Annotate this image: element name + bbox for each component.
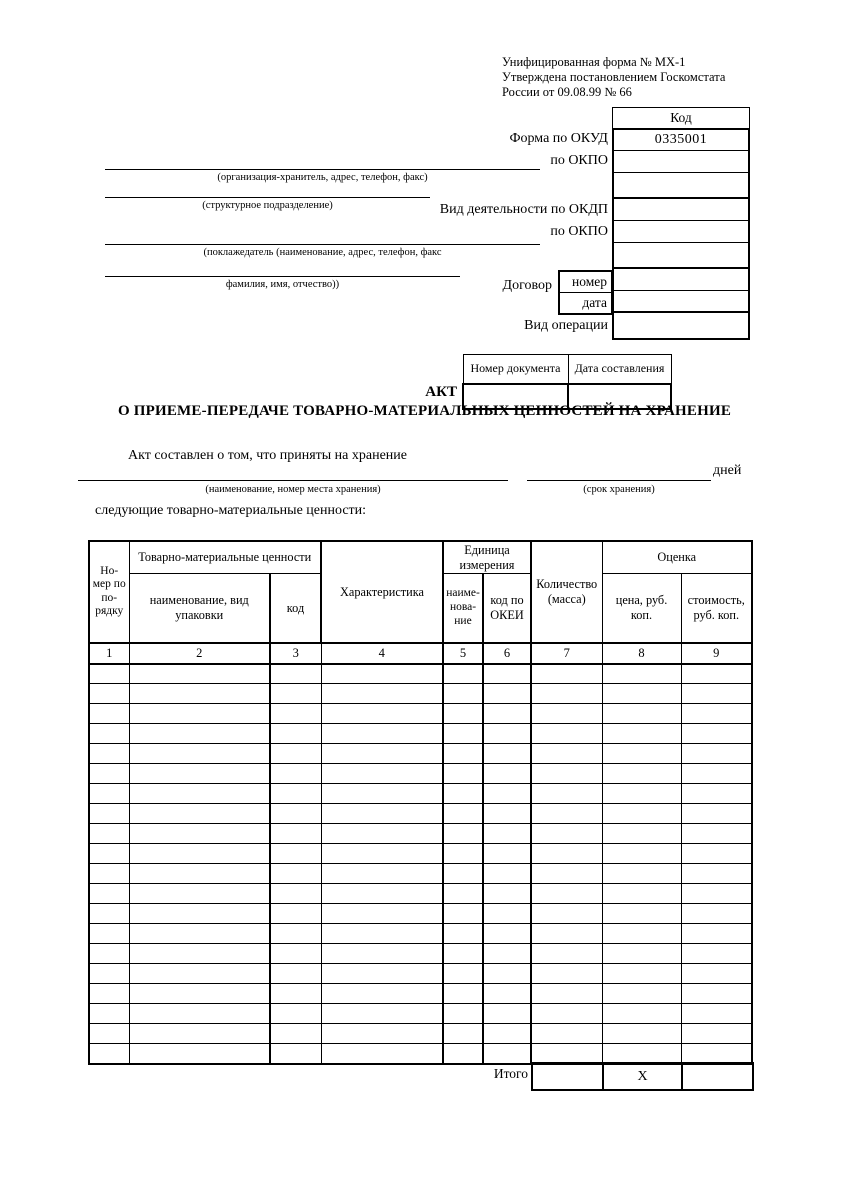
goods-cell <box>443 664 483 684</box>
goods-cell <box>483 884 531 904</box>
goods-cell <box>602 824 681 844</box>
goods-cell <box>443 784 483 804</box>
total-quantity-cell <box>532 1063 603 1090</box>
goods-cell <box>602 704 681 724</box>
goods-cell <box>681 1044 752 1064</box>
goods-cell <box>270 664 321 684</box>
goods-table-row <box>89 824 752 844</box>
goods-cell <box>531 824 602 844</box>
goods-cell <box>270 1004 321 1024</box>
goods-cell <box>483 684 531 704</box>
caption-depositor: (поклажедатель (наименование, адрес, телефон, факс <box>203 247 442 258</box>
goods-table-row <box>89 884 752 904</box>
total-row <box>531 1062 754 1091</box>
code-box-4 <box>614 199 748 221</box>
goods-cell <box>483 664 531 684</box>
goods-cell <box>602 764 681 784</box>
header-row-number: Но-мер по по-рядку <box>89 541 129 643</box>
goods-cell <box>129 844 270 864</box>
goods-cell <box>129 744 270 764</box>
goods-table-row <box>89 1024 752 1044</box>
goods-cell <box>129 824 270 844</box>
code-box-8 <box>614 291 748 313</box>
goods-cell <box>531 804 602 824</box>
goods-cell <box>443 984 483 1004</box>
goods-cell <box>89 884 129 904</box>
goods-cell <box>483 1044 531 1064</box>
goods-cell <box>443 904 483 924</box>
goods-cell <box>270 724 321 744</box>
goods-cell <box>129 944 270 964</box>
code-box-2 <box>614 151 748 173</box>
goods-cell <box>270 984 321 1004</box>
goods-cell <box>270 684 321 704</box>
goods-cell <box>321 984 443 1004</box>
goods-table-row <box>89 844 752 864</box>
code-column <box>612 128 750 340</box>
goods-cell <box>681 944 752 964</box>
header-characteristic: Характеристика <box>321 541 443 643</box>
dogovor-label: Договор <box>502 278 552 293</box>
goods-cell <box>89 964 129 984</box>
goods-cell <box>531 884 602 904</box>
dogovor-data-label: дата <box>582 295 607 310</box>
goods-cell <box>321 884 443 904</box>
goods-cell <box>321 864 443 884</box>
vid-operacii-label: Вид операции <box>524 318 608 333</box>
goods-cell <box>483 924 531 944</box>
goods-cell <box>270 764 321 784</box>
okud-label: Форма по ОКУД <box>509 131 608 146</box>
goods-cell <box>129 924 270 944</box>
goods-cell <box>681 664 752 684</box>
goods-cell <box>681 844 752 864</box>
goods-cell <box>531 1004 602 1024</box>
goods-cell <box>602 844 681 864</box>
goods-cell <box>270 964 321 984</box>
goods-cell <box>443 884 483 904</box>
goods-cell <box>129 764 270 784</box>
goods-cell <box>531 1044 602 1064</box>
goods-cell <box>483 724 531 744</box>
goods-cell <box>602 684 681 704</box>
goods-cell <box>321 1044 443 1064</box>
goods-cell <box>602 724 681 744</box>
write-in-line-storage-term <box>527 480 711 481</box>
goods-cell <box>531 664 602 684</box>
goods-cell <box>483 764 531 784</box>
goods-cell <box>89 784 129 804</box>
goods-cell <box>443 724 483 744</box>
header-group-unit: Единица измерения <box>443 541 531 574</box>
goods-cell <box>681 964 752 984</box>
goods-cell <box>129 1044 270 1064</box>
goods-cell <box>531 964 602 984</box>
goods-cell <box>270 1024 321 1044</box>
goods-cell <box>89 1044 129 1064</box>
goods-table-row <box>89 1004 752 1024</box>
goods-cell <box>129 904 270 924</box>
goods-cell <box>443 824 483 844</box>
write-in-line-depositor <box>105 244 540 245</box>
goods-cell <box>602 944 681 964</box>
goods-cell <box>443 1044 483 1064</box>
goods-cell <box>270 864 321 884</box>
goods-cell <box>270 884 321 904</box>
goods-cell <box>270 1044 321 1064</box>
goods-cell <box>483 744 531 764</box>
goods-cell <box>483 824 531 844</box>
goods-cell <box>89 984 129 1004</box>
goods-cell <box>89 864 129 884</box>
goods-cell <box>443 964 483 984</box>
goods-cell <box>602 1024 681 1044</box>
goods-cell <box>270 944 321 964</box>
goods-cell <box>483 704 531 724</box>
goods-cell <box>483 784 531 804</box>
okpo-label-2: по ОКПО <box>550 224 608 239</box>
goods-cell <box>483 904 531 924</box>
column-number-4: 4 <box>321 643 443 664</box>
goods-cell <box>89 1024 129 1044</box>
header-group-valuation: Оценка <box>602 541 752 574</box>
goods-table-row <box>89 904 752 924</box>
write-in-line-person-name <box>105 276 460 277</box>
goods-cell <box>681 864 752 884</box>
total-label: Итого <box>493 1066 528 1081</box>
goods-cell <box>602 664 681 684</box>
goods-cell <box>129 664 270 684</box>
goods-cell <box>270 824 321 844</box>
goods-cell <box>681 764 752 784</box>
goods-cell <box>443 684 483 704</box>
write-in-line-organization <box>105 169 540 170</box>
code-column-header: Код <box>612 107 750 129</box>
goods-cell <box>89 804 129 824</box>
goods-cell <box>602 784 681 804</box>
column-number-3: 3 <box>270 643 321 664</box>
goods-cell <box>321 1024 443 1044</box>
header-sub-unit-name: наиме-нова-ние <box>443 574 483 643</box>
form-reference-line3: России от 09.08.99 № 66 <box>502 85 632 100</box>
goods-cell <box>602 904 681 924</box>
goods-cell <box>483 944 531 964</box>
goods-table-row <box>89 984 752 1004</box>
goods-table-row <box>89 684 752 704</box>
goods-cell <box>89 904 129 924</box>
goods-cell <box>129 724 270 744</box>
goods-table-row <box>89 704 752 724</box>
goods-cell <box>129 864 270 884</box>
goods-cell <box>531 904 602 924</box>
goods-cell <box>681 704 752 724</box>
goods-table <box>88 540 753 1065</box>
goods-cell <box>129 784 270 804</box>
header-sub-unit-code: код по ОКЕИ <box>483 574 531 643</box>
goods-cell <box>681 884 752 904</box>
column-number-6: 6 <box>483 643 531 664</box>
okpo-label-1: по ОКПО <box>550 153 608 168</box>
goods-cell <box>89 664 129 684</box>
column-number-5: 5 <box>443 643 483 664</box>
goods-cell <box>602 924 681 944</box>
header-sub-name: наименование, вид упаковки <box>129 574 270 643</box>
goods-cell <box>129 1024 270 1044</box>
doc-number-header: Номер документа <box>463 355 568 385</box>
goods-cell <box>89 924 129 944</box>
goods-table-row <box>89 1044 752 1064</box>
goods-cell <box>531 724 602 744</box>
caption-storage-place: (наименование, номер места хранения) <box>205 484 381 495</box>
goods-cell <box>321 804 443 824</box>
goods-cell <box>483 1024 531 1044</box>
goods-cell <box>531 944 602 964</box>
goods-cell <box>89 824 129 844</box>
goods-cell <box>321 724 443 744</box>
goods-cell <box>270 904 321 924</box>
akt-label: АКТ <box>425 384 457 400</box>
goods-cell <box>483 804 531 824</box>
column-number-8: 8 <box>602 643 681 664</box>
goods-table-row <box>89 664 752 684</box>
goods-cell <box>602 984 681 1004</box>
caption-subdivision: (структурное подразделение) <box>202 200 333 211</box>
caption-storage-term: (срок хранения) <box>583 484 655 495</box>
goods-cell <box>321 924 443 944</box>
goods-cell <box>321 844 443 864</box>
goods-cell <box>483 984 531 1004</box>
goods-cell <box>443 844 483 864</box>
goods-cell <box>681 1024 752 1044</box>
goods-cell <box>270 844 321 864</box>
goods-cell <box>270 704 321 724</box>
goods-cell <box>531 844 602 864</box>
goods-cell <box>270 804 321 824</box>
form-reference-line1: Унифицированная форма № МХ-1 <box>502 55 686 69</box>
goods-cell <box>129 1004 270 1024</box>
document-title: О ПРИЕМЕ-ПЕРЕДАЧЕ ТОВАРНО-МАТЕРИАЛЬНЫХ ЦЕННОСТЕЙ НА ХРАНЕНИЕ <box>117 403 732 419</box>
goods-cell <box>483 844 531 864</box>
form-reference-line2: Утверждена постановлением Госкомстата <box>502 70 726 85</box>
goods-cell <box>321 964 443 984</box>
goods-cell <box>321 944 443 964</box>
code-box-5 <box>614 221 748 243</box>
column-number-9: 9 <box>681 643 752 664</box>
goods-cell <box>681 684 752 704</box>
write-in-line-subdivision <box>105 197 430 198</box>
goods-cell <box>89 844 129 864</box>
goods-cell <box>321 764 443 784</box>
goods-cell <box>602 964 681 984</box>
goods-cell <box>531 924 602 944</box>
header-sub-cost: стоимость, руб. коп. <box>681 574 752 643</box>
column-number-2: 2 <box>129 643 270 664</box>
goods-cell <box>602 804 681 824</box>
goods-table-row <box>89 784 752 804</box>
goods-cell <box>89 744 129 764</box>
goods-cell <box>602 1004 681 1024</box>
goods-cell <box>443 744 483 764</box>
total-cost-cell <box>682 1063 753 1090</box>
goods-cell <box>89 724 129 744</box>
goods-cell <box>531 684 602 704</box>
goods-cell <box>681 804 752 824</box>
header-quantity: Количество (масса) <box>531 541 602 643</box>
code-box-6 <box>614 243 748 269</box>
goods-cell <box>531 764 602 784</box>
document-number-table <box>462 354 672 410</box>
goods-cell <box>129 964 270 984</box>
dogovor-nomer-label: номер <box>560 272 611 293</box>
goods-cell <box>443 704 483 724</box>
goods-cell <box>129 684 270 704</box>
goods-cell <box>443 924 483 944</box>
goods-cell <box>483 864 531 884</box>
header-sub-price: цена, руб. коп. <box>602 574 681 643</box>
goods-cell <box>681 924 752 944</box>
goods-cell <box>321 784 443 804</box>
goods-cell <box>321 684 443 704</box>
goods-cell <box>89 764 129 784</box>
goods-cell <box>443 1024 483 1044</box>
goods-cell <box>483 964 531 984</box>
goods-table-row <box>89 964 752 984</box>
goods-cell <box>443 764 483 784</box>
goods-cell <box>443 804 483 824</box>
goods-cell <box>443 944 483 964</box>
goods-cell <box>129 704 270 724</box>
column-number-7: 7 <box>531 643 602 664</box>
header-group-tmc: Товарно-материальные ценности <box>129 541 321 574</box>
code-box-9 <box>614 313 748 338</box>
header-sub-code: код <box>270 574 321 643</box>
caption-organization: (организация-хранитель, адрес, телефон, факс) <box>217 172 428 183</box>
goods-cell <box>681 824 752 844</box>
days-suffix: дней <box>713 463 742 478</box>
following-values-text: следующие товарно-материальные ценности: <box>95 503 367 518</box>
goods-cell <box>681 784 752 804</box>
code-box-3 <box>614 173 748 199</box>
goods-cell <box>602 1044 681 1064</box>
goods-table-row <box>89 924 752 944</box>
goods-cell <box>531 864 602 884</box>
doc-date-header: Дата составления <box>568 355 671 385</box>
goods-cell <box>129 884 270 904</box>
goods-cell <box>89 704 129 724</box>
goods-table-row <box>89 724 752 744</box>
goods-cell <box>270 924 321 944</box>
goods-cell <box>89 684 129 704</box>
goods-cell <box>531 704 602 724</box>
goods-cell <box>321 824 443 844</box>
goods-cell <box>89 944 129 964</box>
goods-cell <box>89 1004 129 1024</box>
goods-cell <box>681 1004 752 1024</box>
code-box-7 <box>614 269 748 291</box>
goods-cell <box>443 1004 483 1024</box>
goods-table-row <box>89 804 752 824</box>
goods-cell <box>531 784 602 804</box>
goods-cell <box>321 664 443 684</box>
column-number-1: 1 <box>89 643 129 664</box>
goods-table-row <box>89 744 752 764</box>
goods-cell <box>681 984 752 1004</box>
goods-cell <box>321 904 443 924</box>
dogovor-sublabels-box <box>558 270 613 315</box>
goods-cell <box>531 744 602 764</box>
goods-cell <box>602 864 681 884</box>
act-intro-text: Акт составлен о том, что приняты на хранение <box>128 448 408 463</box>
goods-cell <box>681 744 752 764</box>
goods-cell <box>531 984 602 1004</box>
goods-cell <box>602 884 681 904</box>
total-price-cell: X <box>603 1063 682 1090</box>
write-in-line-storage-place <box>78 480 508 481</box>
goods-cell <box>321 1004 443 1024</box>
goods-cell <box>321 704 443 724</box>
goods-table-row <box>89 864 752 884</box>
goods-cell <box>270 744 321 764</box>
goods-cell <box>681 904 752 924</box>
form-reference <box>502 55 725 101</box>
code-box-1: 0335001 <box>614 130 748 151</box>
goods-table-row <box>89 944 752 964</box>
goods-table-row <box>89 764 752 784</box>
goods-cell <box>602 744 681 764</box>
goods-cell <box>483 1004 531 1024</box>
okdp-label: Вид деятельности по ОКДП <box>439 202 608 217</box>
goods-cell <box>321 744 443 764</box>
goods-cell <box>270 784 321 804</box>
goods-cell <box>129 984 270 1004</box>
goods-cell <box>531 1024 602 1044</box>
caption-person-name: фамилия, имя, отчество)) <box>225 279 340 290</box>
goods-cell <box>129 804 270 824</box>
goods-cell <box>681 724 752 744</box>
goods-cell <box>443 864 483 884</box>
